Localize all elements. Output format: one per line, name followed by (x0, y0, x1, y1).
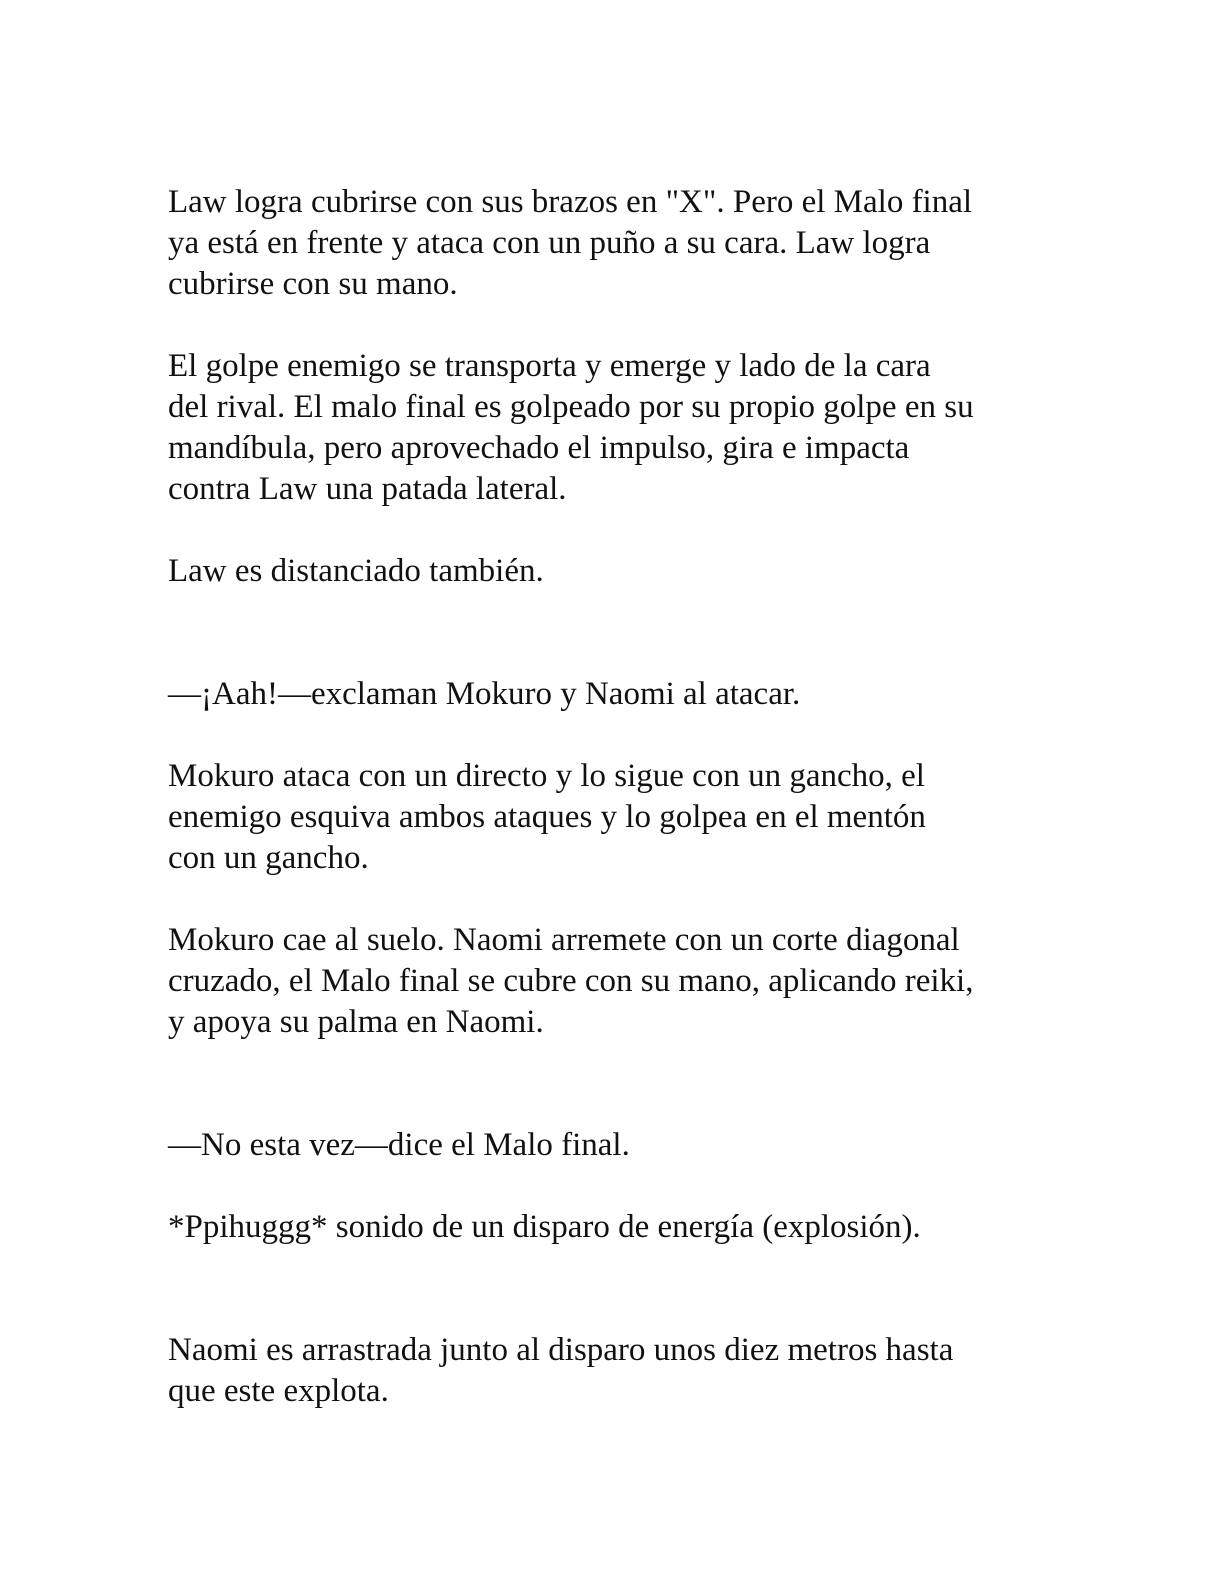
paragraph-enemy-strike: El golpe enemigo se transporta y emerge y lado de la cara del rival. El malo final es golpeado por su propio golpe en su mandíbula, pero aprovechado el impulso, gira e impacta contra Law una patada lateral. (168, 348, 974, 507)
dialogue-no-esta-vez: —No esta vez—dice el Malo final. (168, 1127, 630, 1163)
paragraph-sound-effect: *Ppihuggg* sonido de un disparo de energía (explosión). (168, 1209, 921, 1245)
paragraph-naomi-attacks: Mokuro cae al suelo. Naomi arremete con un corte diagonal cruzado, el Malo final se cubre con su mano, aplicando reiki, y apoya su palma en Naomi. (168, 922, 974, 1040)
paragraph-mokuro-attacks: Mokuro ataca con un directo y lo sigue con un gancho, el enemigo esquiva ambos ataques y lo golpea en el mentón con un gancho. (168, 758, 926, 876)
dialogue-aah: —¡Aah!—exclaman Mokuro y Naomi al atacar. (168, 676, 801, 712)
paragraph-naomi-dragged: Naomi es arrastrada junto al disparo unos diez metros hasta que este explota. (168, 1332, 954, 1409)
paragraph-law-blocks: Law logra cubrirse con sus brazos en "X". Pero el Malo final ya está en frente y ataca con un puño a su cara. Law logra cubrirse con su mano. (168, 184, 973, 302)
page-body (168, 182, 1068, 1412)
paragraph-law-distanced: Law es distanciado también. (168, 553, 544, 589)
